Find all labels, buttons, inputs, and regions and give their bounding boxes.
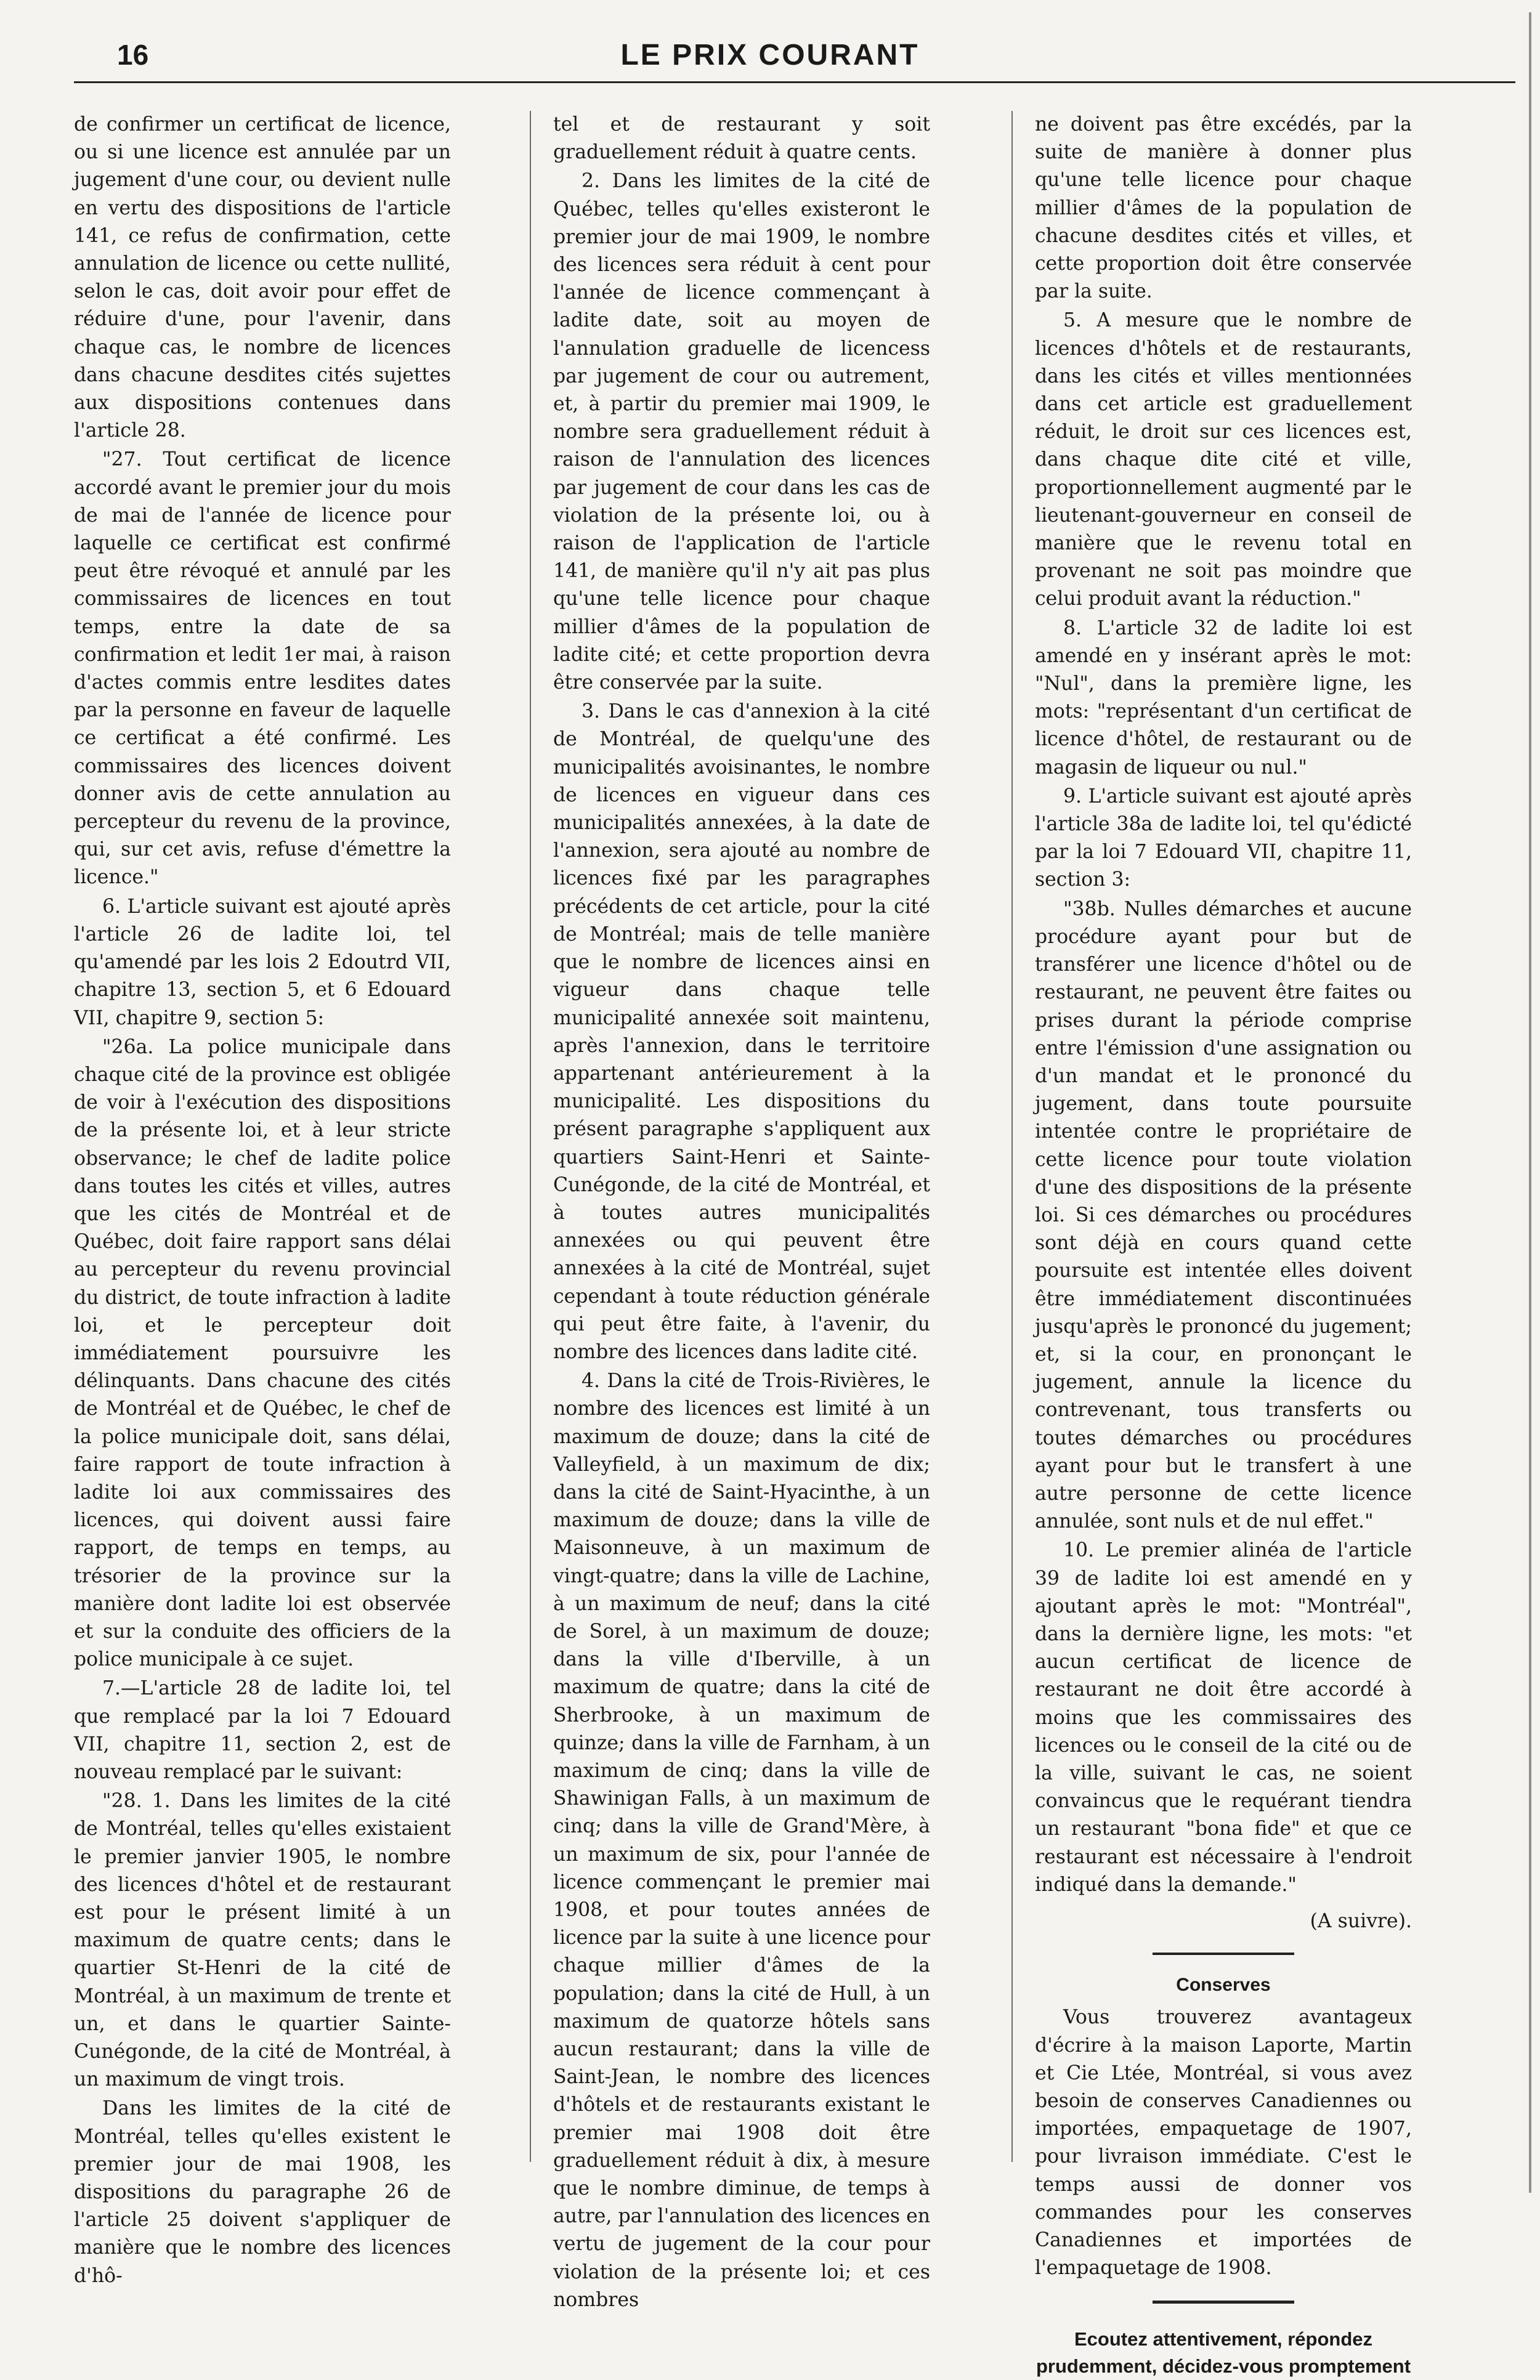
paragraph: 8. L'article 32 de ladite loi est amendé en y insérant après le mot: "Nul", dans la première ligne, les mots: "représentant d'un certificat de licence d'hôtel, de restaurant ou de magasin de liqueur ou nul." [1035, 617, 1412, 779]
section-separator [1153, 1953, 1294, 1955]
page-title: LE PRIX COURANT [620, 39, 920, 71]
paragraph: ne doivent pas être excédés, par la suite de manière à donner plus qu'une telle licence pour chaque millier d'âmes de la population de chacune desdites cités et villes, et cette proportion doit être conservée par la suite. [1035, 113, 1412, 303]
page-edge [1529, 12, 1531, 2193]
column-divider [530, 111, 531, 2162]
paragraph: "38b. Nulles démarches et aucune procédure ayant pour but de transférer une licence d'hôtel ou de restaurant, ne peuvent être faites ou prises durant la période comprise entre l'émission d'une assignation ou d'un mandat et le prononcé du jugement, dans toute poursuite intentée contre le propriétaire de cette licence pour toute violation d'une des dispositions de la présente loi. Si ces démarches ou procédures sont déjà en cours quand cette poursuite est intentée elles doivent être immédiatement discontinuées jusqu'après le prononcé du jugement; et, si la cour, en prononçant le jugement, annule la licence du contrevenant, tous transferts ou toutes démarches ou procédures ayant pour but le transfert à une autre personne de cette licence annulée, sont nuls et de nul effet." [1035, 897, 1412, 1533]
column-1 [74, 111, 451, 2291]
paragraph: 4. Dans la cité de Trois-Rivières, le nombre des licences est limité à un maximum de douze; dans la cité de Valleyfield, à un maximum de dix; dans la cité de Saint-Hyacinthe, à un maximum de douze; dans la ville de Maisonneuve, à un maximum de vingt-quatre; dans la ville de Lachine, à un maximum de neuf; dans la cité de Sorel, à un maximum de douze; dans la ville d'Iberville, à un maximum de quatre; dans la cité de Sherbrooke, à un maximum de quinze; dans la ville de Farnham, à un maximum de cinq; dans la ville de Shawinigan Falls, à un maximum de cinq; dans la ville de Grand'Mère, à un maximum de six, pour l'année de licence commençant le premier mai 1908, et pour toutes années de licence par la suite à une licence pour chaque millier d'âmes de la population; dans la cité de Hull, à un maximum de quatorze hôtels sans aucun restaurant; dans la ville de Saint-Jean, le nombre des licences d'hôtels et de restaurants existant le premier mai 1908 doit être graduellement réduit à dix, à mesure que le nombre diminue, de temps à autre, par l'annulation des licences en vertu de jugement de la cour pour violation de la présente loi; et ces nombres [553, 1370, 930, 2311]
notice-text: Vous trouverez avantageux d'écrire à la maison Laporte, Martin et Cie Ltée, Montréal, si vous avez besoin de conserves Canadiennes ou importées, empaquetage de 1907, pour livraison immédiate. C'est le temps aussi de donner vos commandes pour les conserves Canadiennes et importées de l'empaquetage de 1908. [1035, 2006, 1412, 2280]
header-rule [74, 81, 1515, 83]
paragraph: 6. L'article suivant est ajouté après l'article 26 de ladite loi, tel qu'amendé par les lois 2 Edoutrd VII, chapitre 13, section 5, et 6 Edouard VII, chapitre 9, section 5: [74, 895, 451, 1029]
paragraph: 3. Dans le cas d'annexion à la cité de Montréal, de quelqu'une des municipalités avoisinantes, le nombre de licences en vigueur dans ces municipalités annexées, à la date de l'annexion, sera ajouté au nombre de licences fixé par les paragraphes précédents de cet article, pour la cité de Montréal; mais de telle manière que le nombre de licences ainsi en vigueur dans chaque telle municipalité annexée soit maintenu, après l'annexion, dans le territoire appartenant antérieurement à la municipalité. Les dispositions du présent paragraphe s'appliquent aux quartiers Saint-Henri et Sainte-Cunégonde, de la cité de Montréal, et à toutes autres municipalités annexées ou qui peuvent être annexées à la cité de Montréal, sujet cependant à toute réduction générale qui peut être faite, à l'avenir, du nombre des licences dans ladite cité. [553, 700, 930, 1363]
column-3 [1035, 111, 1412, 2380]
paragraph: Dans les limites de la cité de Montréal, telles qu'elles existent le premier jour de mai 1908, les dispositions du paragraphe 26 de l'article 25 doivent s'appliquer de manière que le nombre des licences d'hô- [74, 2097, 451, 2287]
paragraph: 7.—L'article 28 de ladite loi, tel que remplacé par la loi 7 Edouard VII, chapitre 11, section 2, est de nouveau remplacé par le suivant: [74, 1677, 451, 1783]
paragraph: "27. Tout certificat de licence accordé avant le premier jour du mois de mai de l'année de licence pour laquelle ce certificat est confirmé peut être révoqué et annulé par les commissaires de licences en tout temps, entre la date de sa confirmation et ledit 1er mai, à raison d'actes commis entre lesdites dates par la personne en faveur de laquelle ce certificat a été confirmé. Les commissaires des licences doivent donner avis de cette annulation au percepteur du revenu de la province, qui, sur cet avis, refuse d'émettre la licence." [74, 448, 451, 889]
paragraph: de confirmer un certificat de licence, ou si une licence est annulée par un jugement d'une cour, ou devient nulle en vertu des dispositions de l'article 141, ce refus de confirmation, cette annulation de licence ou cette nullité, selon le cas, doit avoir pour effet de réduire d'une, pour l'avenir, dans chaque cas, le nombre de licences dans chacune desdites cités sujettes aux dispositions contenues dans l'article 28. [74, 113, 451, 442]
slogan: Ecoutez attentivement, répondez prudemment, décidez-vous promptement [1035, 2328, 1411, 2378]
paragraph: 2. Dans les limites de la cité de Québec, telles qu'elles existeront le premier jour de mai 1909, le nombre des licences sera réduit à cent pour l'année de licence commençant à ladite date, soit au moyen de l'annulation graduelle de licencess par jugement de cour ou autrement, et, à partir du premier mai 1909, le nombre sera graduellement réduit à raison de l'annulation des licences par jugement de cour dans les cas de violation de la présente loi, ou à raison de l'application de l'article 141, de manière qu'il n'y ait pas plus qu'une telle licence pour chaque millier d'âmes de la population de ladite cité; et cette proportion devra être conservée par la suite. [553, 170, 930, 694]
column-2 [553, 111, 930, 2315]
notice-title: Conserves [1176, 1975, 1271, 1996]
paragraph: "26a. La police municipale dans chaque cité de la province est obligée de voir à l'exécution des dispositions de la présente loi, et à leur stricte observance; le chef de ladite police dans toutes les cités et villes, autres que les cités de Montréal et de Québec, doit faire rapport sans délai au percepteur du revenu provincial du district, de toute infraction à ladite loi, et le percepteur doit immédiatement poursuivre les délinquants. Dans chacune des cités de Montréal et de Québec, le chef de la police municipale doit, sans délai, faire rapport de toute infraction à ladite loi aux commissaires des licences, qui doivent aussi faire rapport, de temps en temps, au trésorier de la province sur la manière dont ladite loi est observée et sur la conduite des officiers de la police municipale à ce sujet. [74, 1035, 451, 1671]
paragraph: 9. L'article suivant est ajouté après l'article 38a de ladite loi, tel qu'édicté par la loi 7 Edouard VII, chapitre 11, section 3: [1035, 785, 1412, 891]
paragraph: 10. Le premier alinéa de l'article 39 de ladite loi est amendé en y ajoutant après le mot: "Montréal", dans la dernière ligne, les mots: "et aucun certificat de licence de restaurant ne doit être accordé à moins que les commissaires des licences ou le conseil de la cité ou de la ville, suivant le cas, ne soient convaincus que le requérant tiendra un restaurant "bona fide" et que ce restaurant est nécessaire à l'endroit indiqué dans la demande." [1035, 1539, 1412, 1896]
paragraph: tel et de restaurant y soit graduellement réduit à quatre cents. [553, 113, 930, 164]
column-divider [1011, 111, 1013, 2162]
paragraph: 5. A mesure que le nombre de licences d'hôtels et de restaurants, dans les cités et villes mentionnées dans cet article est graduellement réduit, le droit sur ces licences est, dans chaque dite cité et ville, proportionnellement augmenté par le lieutenant-gouverneur en conseil de manière que le revenu total en provenant ne soit pas moindre que celui produit avant la réduction." [1035, 309, 1412, 610]
paragraph: "28. 1. Dans les limites de la cité de Montréal, telles qu'elles existaient le premier janvier 1905, le nombre des licences d'hôtel et de restaurant est pour le présent limité à un maximum de quatre cents; dans le quartier St-Henri de la cité de Montréal, à un maximum de trente et un, et dans le quartier Sainte-Cunégonde, de la cité de Montréal, à un maximum de vingt trois. [74, 1790, 451, 2091]
page-number: 16 [117, 39, 149, 71]
to-follow-note: (A suivre). [1310, 1910, 1412, 1932]
section-separator [1153, 2301, 1294, 2304]
